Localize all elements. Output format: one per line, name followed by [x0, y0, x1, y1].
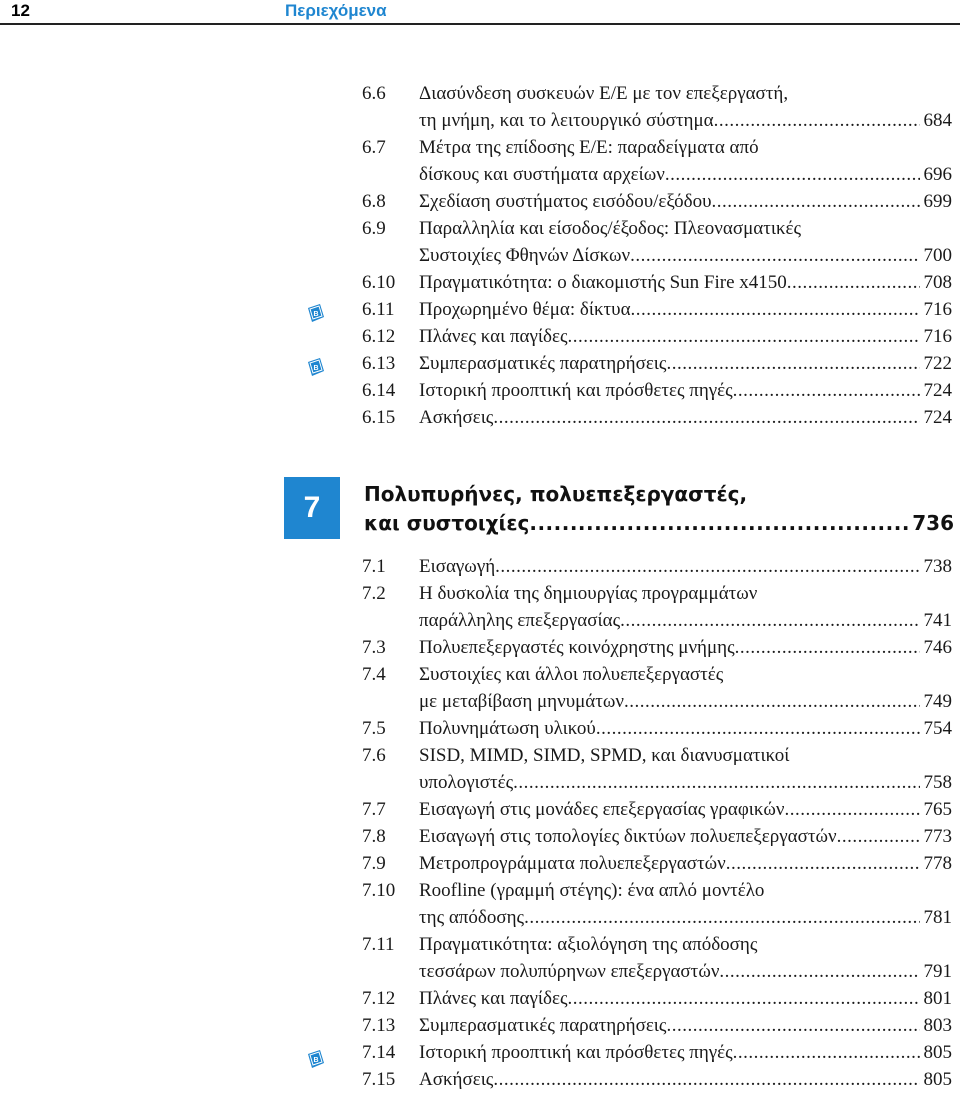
- chapter-page: 736: [912, 511, 954, 535]
- entry-number: 7.11: [362, 934, 395, 955]
- entry-title-line1: Παραλληλία και είσοδος/έξοδος: Πλεονασματικές: [419, 218, 802, 239]
- chapter-heading[interactable]: [364, 480, 954, 538]
- entry-page: 773: [923, 826, 952, 847]
- entry-number: 7.5: [362, 718, 386, 739]
- dot-leader: [714, 107, 920, 134]
- toc-entry[interactable]: [362, 80, 952, 134]
- dot-leader: [495, 553, 919, 580]
- entry-page: 724: [923, 380, 952, 401]
- entry-page: 738: [923, 556, 952, 577]
- chapter-title-line1: Πολυπυρήνες, πολυεπεξεργαστές,: [364, 482, 748, 506]
- entry-page: 722: [923, 353, 952, 374]
- dot-leader: [733, 377, 920, 404]
- toc-entry[interactable]: [362, 350, 952, 377]
- dot-leader: [567, 323, 919, 350]
- entry-page: 778: [923, 853, 952, 874]
- dot-leader: [733, 1039, 920, 1066]
- svg-text:B: B: [313, 1057, 319, 1064]
- svg-text:B: B: [313, 365, 319, 372]
- dot-leader: [524, 904, 919, 931]
- entry-page: 746: [923, 637, 952, 658]
- dot-leader: [631, 296, 920, 323]
- entry-title: Συμπερασματικές παρατηρήσεις: [419, 1015, 667, 1036]
- toc-entry[interactable]: [362, 742, 952, 796]
- entry-number: 6.9: [362, 218, 386, 239]
- entry-page: 724: [923, 407, 952, 428]
- toc-entry[interactable]: [362, 1012, 952, 1039]
- entry-title: Πολυεπεξεργαστές κοινόχρηστης μνήμης: [419, 637, 735, 658]
- entry-number: 6.7: [362, 137, 386, 158]
- dot-leader: [529, 509, 908, 538]
- page-number: 12: [11, 1, 30, 20]
- dot-leader: [735, 634, 920, 661]
- dot-leader: [726, 850, 920, 877]
- header-rule: [0, 23, 960, 25]
- entry-page: 684: [923, 110, 952, 131]
- svg-text:B: B: [313, 311, 319, 318]
- toc-entry[interactable]: [362, 377, 952, 404]
- dot-leader: [712, 188, 920, 215]
- dot-leader: [666, 350, 919, 377]
- entry-title-line1: Roofline (γραμμή στέγης): ένα απλό μοντέλο: [419, 880, 765, 901]
- cd-icon: [306, 303, 326, 323]
- entry-page: 754: [923, 718, 952, 739]
- entry-page: 749: [923, 691, 952, 712]
- entry-title: της απόδοσης: [419, 907, 525, 928]
- entry-title: Ιστορική προοπτική και πρόσθετες πηγές: [419, 380, 733, 401]
- entry-title: Προχωρημένο θέμα: δίκτυα: [419, 299, 631, 320]
- entry-title: τη μνήμη, και το λειτουργικό σύστημα: [419, 110, 714, 131]
- entry-page: 801: [923, 988, 952, 1009]
- dot-leader: [666, 1012, 919, 1039]
- toc-entry[interactable]: [362, 877, 952, 931]
- entry-title-line1: Συστοιχίες και άλλοι πολυεπεξεργαστές: [419, 664, 724, 685]
- entry-page: 700: [923, 245, 952, 266]
- entry-number: 6.12: [362, 326, 396, 347]
- entry-title: Σχεδίαση συστήματος εισόδου/εξόδου: [419, 191, 712, 212]
- toc-entry[interactable]: [362, 823, 952, 850]
- entry-title: Εισαγωγή στις μονάδες επεξεργασίας γραφικών: [419, 799, 785, 820]
- entry-title: Ιστορική προοπτική και πρόσθετες πηγές: [419, 1042, 733, 1063]
- cd-icon: [306, 357, 326, 377]
- entry-title: Πολυνημάτωση υλικού: [419, 718, 596, 739]
- dot-leader: [620, 607, 919, 634]
- toc-entry[interactable]: [362, 553, 952, 580]
- entry-number: 7.9: [362, 853, 386, 874]
- entry-title-line1: Μέτρα της επίδοσης Ε/Ε: παραδείγματα από: [419, 137, 759, 158]
- running-title: Περιεχόμενα: [285, 1, 387, 20]
- page-header: [0, 0, 960, 25]
- entry-number: 7.8: [362, 826, 386, 847]
- toc-entry[interactable]: [362, 931, 952, 985]
- entry-title: δίσκους και συστήματα αρχείων: [419, 164, 665, 185]
- entry-title: υπολογιστές: [419, 772, 514, 793]
- entry-page: 716: [923, 326, 952, 347]
- cd-icon: [306, 1049, 326, 1069]
- toc-entry[interactable]: [362, 404, 952, 431]
- toc-entry[interactable]: [362, 796, 952, 823]
- toc-entry[interactable]: [362, 296, 952, 323]
- dot-leader: [596, 715, 920, 742]
- toc-entry[interactable]: [362, 323, 952, 350]
- entry-number: 7.2: [362, 583, 386, 604]
- chapter-title-line2: και συστοιχίες: [364, 511, 530, 535]
- entry-number: 7.10: [362, 880, 396, 901]
- dot-leader: [719, 958, 919, 985]
- toc-entry[interactable]: [362, 269, 952, 296]
- entry-number: 7.15: [362, 1069, 396, 1090]
- entry-number: 7.1: [362, 556, 386, 577]
- dot-leader: [567, 985, 919, 1012]
- entry-title: Συμπερασματικές παρατηρήσεις: [419, 353, 667, 374]
- entry-number: 6.15: [362, 407, 396, 428]
- entry-title: Πραγματικότητα: ο διακομιστής Sun Fire x4150: [419, 272, 787, 293]
- toc-entry[interactable]: [362, 850, 952, 877]
- entry-page: 791: [923, 961, 952, 982]
- entry-page: 696: [923, 164, 952, 185]
- dot-leader: [784, 796, 919, 823]
- entry-page: 781: [923, 907, 952, 928]
- entry-title: Μετροπρογράμματα πολυεπεξεργαστών: [419, 853, 726, 874]
- entry-title: Ασκήσεις: [419, 407, 494, 428]
- entry-title: με μεταβίβαση μηνυμάτων: [419, 691, 624, 712]
- dot-leader: [624, 688, 920, 715]
- entry-number: 6.10: [362, 272, 396, 293]
- entry-page: 765: [923, 799, 952, 820]
- dot-leader: [665, 161, 920, 188]
- entry-title: Πλάνες και παγίδες: [419, 988, 568, 1009]
- entry-number: 7.13: [362, 1015, 396, 1036]
- dot-leader: [837, 823, 920, 850]
- toc-entry[interactable]: [362, 715, 952, 742]
- entry-page: 699: [923, 191, 952, 212]
- toc-entry[interactable]: [362, 634, 952, 661]
- entry-number: 6.8: [362, 191, 386, 212]
- entry-title-line1: Πραγματικότητα: αξιολόγηση της απόδοσης: [419, 934, 758, 955]
- dot-leader: [787, 269, 920, 296]
- entry-title: τεσσάρων πολυπύρηνων επεξεργαστών: [419, 961, 720, 982]
- entry-title: παράλληλης επεξεργασίας: [419, 610, 621, 631]
- dot-leader: [513, 769, 919, 796]
- entry-title: Ασκήσεις: [419, 1069, 494, 1090]
- dot-leader: [630, 242, 919, 269]
- entry-page: 758: [923, 772, 952, 793]
- entry-title: Εισαγωγή: [419, 556, 496, 577]
- entry-title-line1: Διασύνδεση συσκευών Ε/Ε με τον επεξεργαστή,: [419, 83, 789, 104]
- entry-title: Συστοιχίες Φθηνών Δίσκων: [419, 245, 631, 266]
- entry-page: 741: [923, 610, 952, 631]
- entry-title-line1: SISD, MIMD, SIMD, SPMD, και διανυσματικοί: [419, 745, 790, 766]
- toc-entry[interactable]: [362, 661, 952, 715]
- entry-number: 7.4: [362, 664, 386, 685]
- entry-number: 7.3: [362, 637, 386, 658]
- toc-entry[interactable]: [362, 1039, 952, 1066]
- entry-page: 805: [923, 1042, 952, 1063]
- entry-page: 805: [923, 1069, 952, 1090]
- entry-number: 7.6: [362, 745, 386, 766]
- toc-entry[interactable]: [362, 1066, 952, 1093]
- toc-entry[interactable]: [362, 580, 952, 634]
- toc-entry[interactable]: [362, 134, 952, 188]
- entry-page: 708: [923, 272, 952, 293]
- entry-page: 716: [923, 299, 952, 320]
- entry-title: Εισαγωγή στις τοπολογίες δικτύων πολυεπεξεργαστών: [419, 826, 837, 847]
- dot-leader: [493, 1066, 919, 1093]
- entry-title-line1: Η δυσκολία της δημιουργίας προγραμμάτων: [419, 583, 758, 604]
- entry-number: 7.7: [362, 799, 386, 820]
- dot-leader: [493, 404, 919, 431]
- toc-entry[interactable]: [362, 188, 952, 215]
- entry-title: Πλάνες και παγίδες: [419, 326, 568, 347]
- entry-number: 7.12: [362, 988, 396, 1009]
- entry-number: 6.14: [362, 380, 396, 401]
- chapter-number-box: 7: [284, 477, 340, 539]
- entry-number: 6.13: [362, 353, 396, 374]
- entry-page: 803: [923, 1015, 952, 1036]
- entry-number: 6.6: [362, 83, 386, 104]
- entry-number: 7.14: [362, 1042, 396, 1063]
- entry-number: 6.11: [362, 299, 395, 320]
- toc-entry[interactable]: [362, 215, 952, 269]
- toc-entry[interactable]: [362, 985, 952, 1012]
